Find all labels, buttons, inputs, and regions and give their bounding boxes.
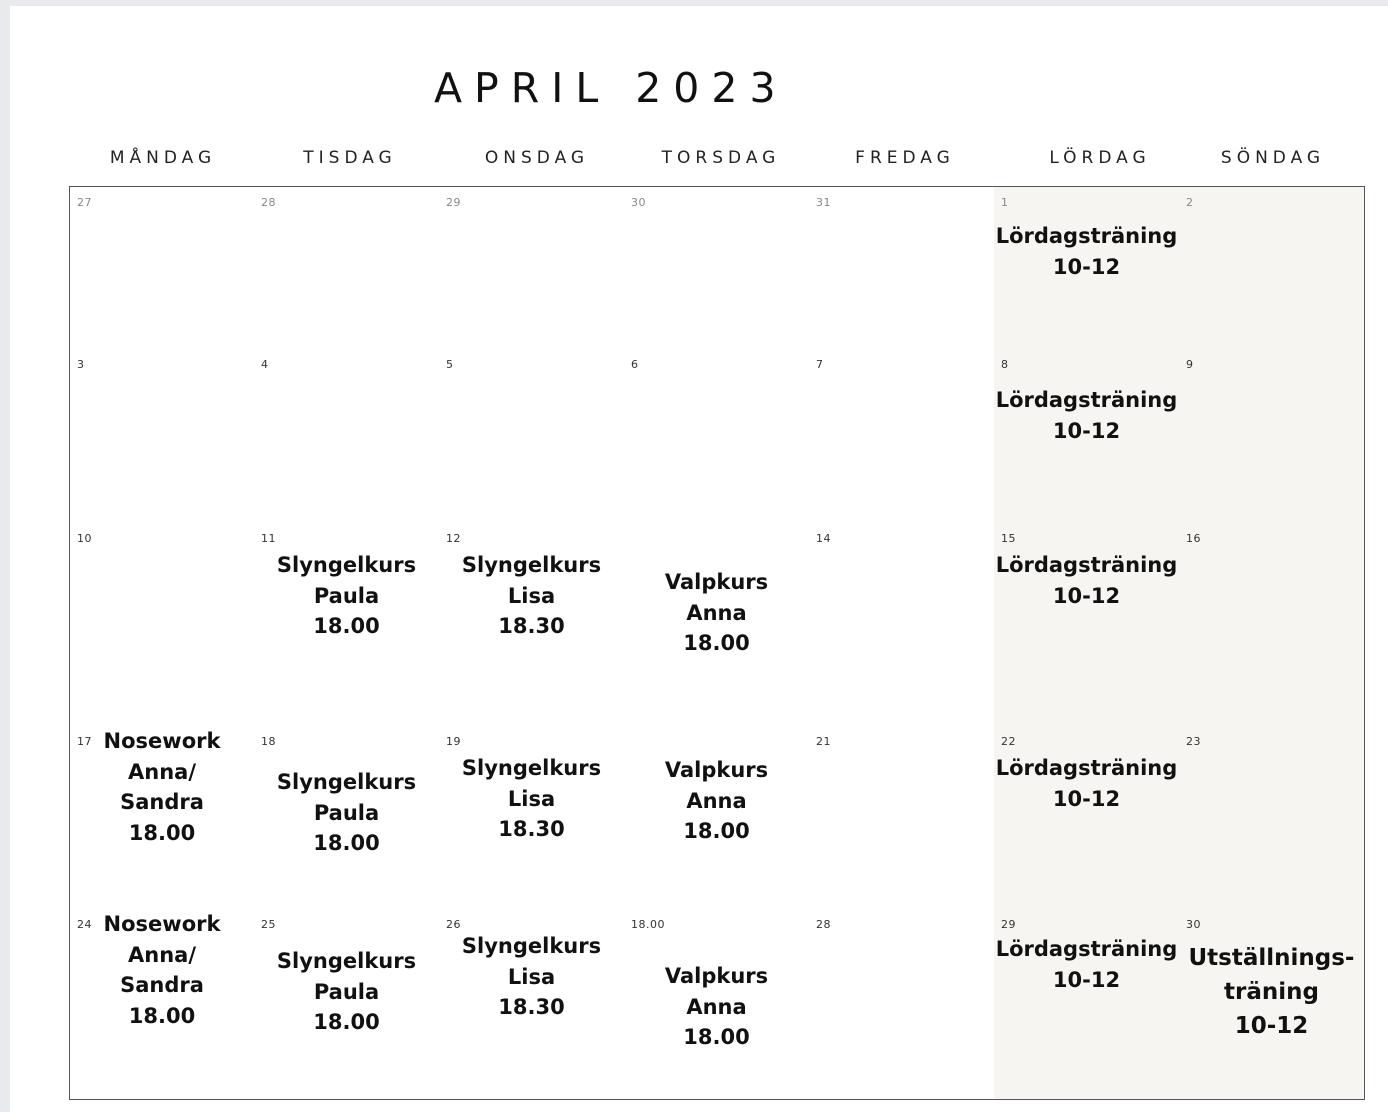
event-entry	[994, 221, 1179, 282]
event-line: Slyngelkurs	[276, 553, 417, 577]
day-cell	[624, 349, 810, 524]
day-cell	[1179, 186, 1365, 350]
day-number: 17	[77, 735, 92, 748]
calendar-page	[10, 6, 1388, 1112]
day-cell	[69, 349, 255, 524]
day-cell	[994, 523, 1180, 727]
event-entry	[624, 567, 809, 659]
day-number: 5	[446, 358, 454, 371]
day-number: 21	[816, 735, 831, 748]
day-cell	[624, 909, 810, 1067]
event-line: 18.00	[313, 1010, 380, 1034]
event-line: 18.00	[128, 820, 196, 845]
event-line: Lördagsträning	[995, 224, 1178, 248]
calendar-title: APRIL 2023	[434, 64, 788, 112]
event-line: Paula	[313, 800, 380, 825]
day-number: 25	[261, 918, 276, 931]
event-line: 18.00	[128, 1003, 196, 1028]
event-line: 10-12	[1052, 418, 1121, 443]
day-number: 11	[261, 532, 276, 545]
event-line: Anna	[686, 600, 747, 625]
event-line: 10-12	[1052, 967, 1121, 992]
event-line: 18.00	[313, 614, 380, 638]
event-line: 18.30	[498, 817, 565, 841]
day-number: 18.00	[631, 918, 665, 931]
day-number: 6	[631, 358, 639, 371]
day-cell	[439, 349, 625, 524]
event-entry	[254, 767, 439, 859]
weekday-label: SÖNDAG	[1220, 148, 1326, 168]
day-cell	[994, 1066, 1180, 1100]
day-cell	[809, 909, 995, 1067]
event-line: Paula	[313, 979, 380, 1004]
day-number: 16	[1186, 532, 1201, 545]
day-number: 19	[446, 735, 461, 748]
day-cell	[809, 349, 995, 524]
day-cell	[994, 186, 1180, 350]
day-number: 1	[1001, 196, 1009, 209]
event-entry	[70, 726, 254, 848]
day-cell	[439, 1066, 625, 1100]
day-number: 9	[1186, 358, 1194, 371]
event-entry	[439, 931, 624, 1023]
day-cell	[254, 186, 440, 350]
event-line: Slyngelkurs	[461, 756, 602, 780]
event-line: 18.30	[498, 995, 565, 1019]
day-number: 4	[261, 358, 269, 371]
event-line: 18.30	[498, 614, 565, 638]
day-cell	[1179, 1066, 1365, 1100]
weekday-label: FREDAG	[855, 148, 955, 168]
event-line: Lördagsträning	[995, 553, 1178, 577]
day-number: 31	[816, 196, 831, 209]
day-cell	[439, 909, 625, 1067]
day-number: 10	[77, 532, 92, 545]
event-entry	[994, 934, 1179, 995]
day-cell	[254, 523, 440, 727]
day-number: 28	[816, 918, 831, 931]
weekday-label: MÅNDAG	[109, 148, 217, 168]
event-line: träning	[1224, 979, 1319, 1005]
calendar-grid	[69, 186, 1364, 1099]
weekday-label: TORSDAG	[661, 148, 781, 168]
event-line: Slyngelkurs	[276, 949, 417, 973]
day-number: 30	[631, 196, 646, 209]
event-entry	[254, 946, 439, 1038]
event-entry	[994, 385, 1179, 446]
event-line: Valpkurs	[664, 570, 769, 594]
day-number: 27	[77, 196, 92, 209]
day-number: 30	[1186, 918, 1201, 931]
day-cell	[1179, 726, 1365, 910]
day-cell	[624, 523, 810, 727]
day-cell	[254, 909, 440, 1067]
day-cell	[69, 523, 255, 727]
day-cell	[254, 1066, 440, 1100]
day-number: 15	[1001, 532, 1016, 545]
event-line: Paula	[313, 583, 380, 608]
day-number: 24	[77, 918, 92, 931]
event-line: Valpkurs	[664, 964, 769, 988]
event-line: Lisa	[507, 583, 556, 608]
weekday-label: TISDAG	[303, 148, 397, 168]
day-cell	[624, 1066, 810, 1100]
event-line: 10-12	[1234, 1013, 1309, 1039]
day-cell	[994, 726, 1180, 910]
event-line: Sandra	[120, 790, 204, 814]
day-number: 18	[261, 735, 276, 748]
day-cell	[69, 1066, 255, 1100]
day-cell	[254, 726, 440, 910]
event-entry	[624, 755, 809, 847]
day-cell	[994, 909, 1180, 1067]
day-cell	[439, 186, 625, 350]
day-number: 29	[1001, 918, 1016, 931]
day-cell	[624, 186, 810, 350]
event-line: Lördagsträning	[995, 388, 1178, 412]
event-line: Slyngelkurs	[461, 934, 602, 958]
event-line: Utställnings-	[1188, 945, 1355, 971]
day-number: 29	[446, 196, 461, 209]
event-line: Nosework	[103, 912, 221, 936]
day-cell	[1179, 349, 1365, 524]
day-cell	[1179, 909, 1365, 1067]
event-line: 18.00	[313, 831, 380, 855]
day-cell	[994, 349, 1180, 524]
event-entry	[624, 961, 809, 1053]
day-number: 12	[446, 532, 461, 545]
day-cell	[254, 349, 440, 524]
event-entry	[994, 550, 1179, 611]
event-entry	[1179, 941, 1364, 1043]
event-line: Lisa	[507, 964, 556, 989]
day-cell	[439, 726, 625, 910]
day-number: 2	[1186, 196, 1194, 209]
day-cell	[809, 186, 995, 350]
day-number: 8	[1001, 358, 1009, 371]
weekday-label: LÖRDAG	[1049, 148, 1151, 168]
event-line: Valpkurs	[664, 758, 769, 782]
event-line: Lördagsträning	[995, 756, 1178, 780]
event-entry	[254, 550, 439, 642]
event-entry	[439, 753, 624, 845]
day-cell	[624, 726, 810, 910]
event-line: 10-12	[1052, 583, 1121, 608]
event-entry	[994, 753, 1179, 814]
day-number: 26	[446, 918, 461, 931]
event-line: Lisa	[507, 786, 556, 811]
event-line: 18.00	[683, 1025, 750, 1049]
day-number: 14	[816, 532, 831, 545]
day-number: 7	[816, 358, 824, 371]
event-line: Nosework	[103, 729, 221, 753]
event-line: Slyngelkurs	[276, 770, 417, 794]
weekday-label: ONSDAG	[484, 148, 590, 168]
day-cell	[69, 186, 255, 350]
event-line: Anna/	[128, 759, 196, 784]
event-line: 10-12	[1052, 254, 1121, 279]
day-cell	[809, 726, 995, 910]
day-cell	[809, 523, 995, 727]
event-line: 18.00	[683, 631, 750, 655]
day-number: 3	[77, 358, 85, 371]
day-number: 23	[1186, 735, 1201, 748]
event-line: 10-12	[1052, 786, 1121, 811]
event-line: Slyngelkurs	[461, 553, 602, 577]
event-line: Sandra	[120, 973, 204, 997]
event-line: Anna	[686, 994, 747, 1019]
day-number: 28	[261, 196, 276, 209]
day-cell	[809, 1066, 995, 1100]
event-line: 18.00	[683, 819, 750, 843]
event-entry	[439, 550, 624, 642]
day-cell	[69, 909, 255, 1067]
day-cell	[1179, 523, 1365, 727]
event-line: Anna/	[128, 942, 196, 967]
event-line: Lördagsträning	[995, 937, 1178, 961]
day-number: 22	[1001, 735, 1016, 748]
event-entry	[70, 909, 254, 1031]
day-cell	[439, 523, 625, 727]
event-line: Anna	[686, 788, 747, 813]
day-cell	[69, 726, 255, 910]
